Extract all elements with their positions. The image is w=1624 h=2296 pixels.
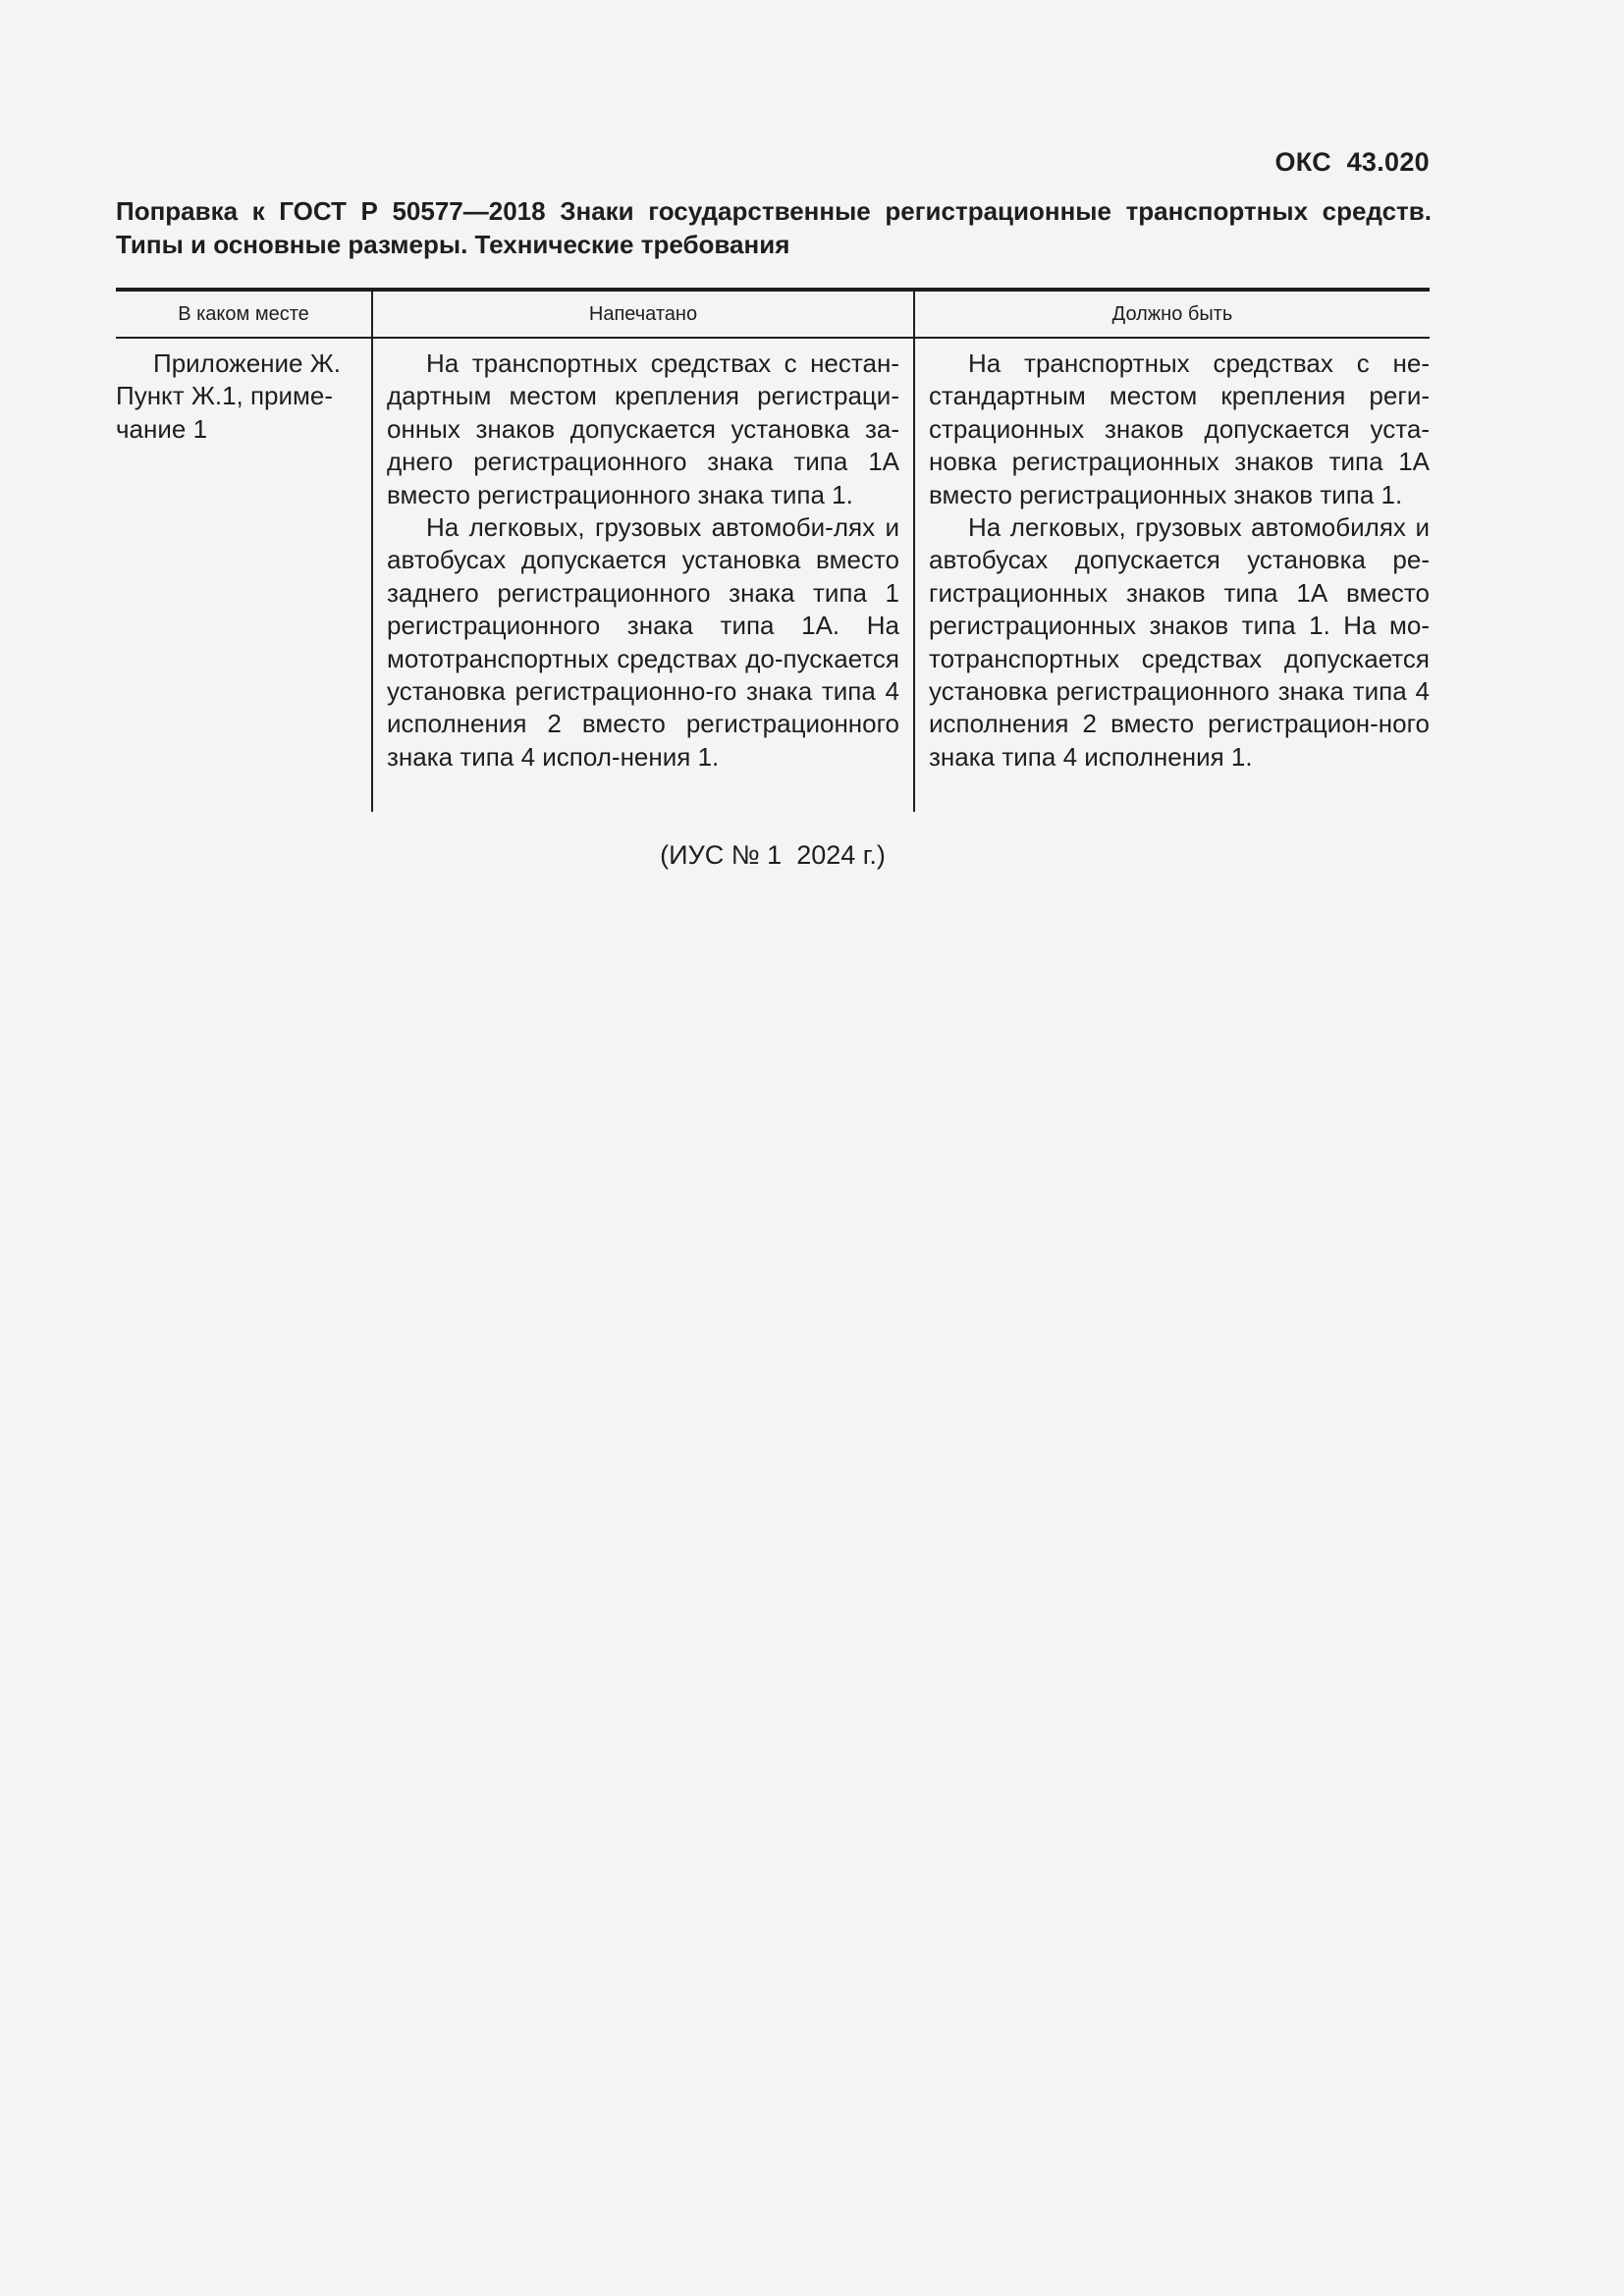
table-row: [116, 339, 1430, 812]
amendment-table: [116, 288, 1430, 812]
column-header-should-be: Должно быть: [913, 292, 1430, 337]
column-header-location: В каком месте: [178, 302, 309, 325]
should-be-paragraph-2: На легковых, грузовых автомобилях и автобусах допускается установка ре-гистрационных знаков типа 1А вместо регистрационных знаков типа 1. На мо-тотранспортных средствах допускается установка регистрационного знака типа 4 исполнения 2 вместо регистрацион-ного знака типа 4 исполнения 1.: [929, 512, 1430, 772]
cell-location: [116, 339, 371, 812]
printed-paragraph-1: На транспортных средствах с нестан-дартным местом крепления регистраци-онных знаков допускается установка за-днего регистрационного знака типа 1А вместо регистрационного знака типа 1.: [387, 348, 899, 509]
should-be-paragraph-1: На транспортных средствах с не-стандартным местом крепления реги-страционных знаков допускается уста-новка регистрационных знаков типа 1А вместо регистрационных знаков типа 1.: [929, 348, 1430, 509]
title-line-2: Типы и основные размеры. Технические требования: [116, 230, 790, 259]
document-title: [116, 194, 1432, 261]
cell-should-be: [913, 339, 1430, 812]
table-header-row: [116, 292, 1430, 339]
classification-code: ОКС 43.020: [1274, 147, 1430, 177]
title-line-1: Поправка к ГОСТ Р 50577—2018 Знаки государственные регистрационные транспортных средств.: [116, 196, 1432, 226]
column-header-printed: Напечатано: [371, 292, 913, 337]
cell-printed: [371, 339, 913, 812]
source-reference: (ИУС № 1 2024 г.): [660, 840, 886, 870]
printed-paragraph-2: На легковых, грузовых автомоби-лях и автобусах допускается установка вместо заднего регистрационного знака типа 1 регистрационного знака типа 1А. На мототранспортных средствах до-пускается установка регистрационно-го знака типа 4 исполнения 2 вместо регистрационного знака типа 4 испол-нения 1.: [387, 512, 899, 772]
location-text: Приложение Ж. Пункт Ж.1, приме-чание 1: [116, 348, 341, 444]
